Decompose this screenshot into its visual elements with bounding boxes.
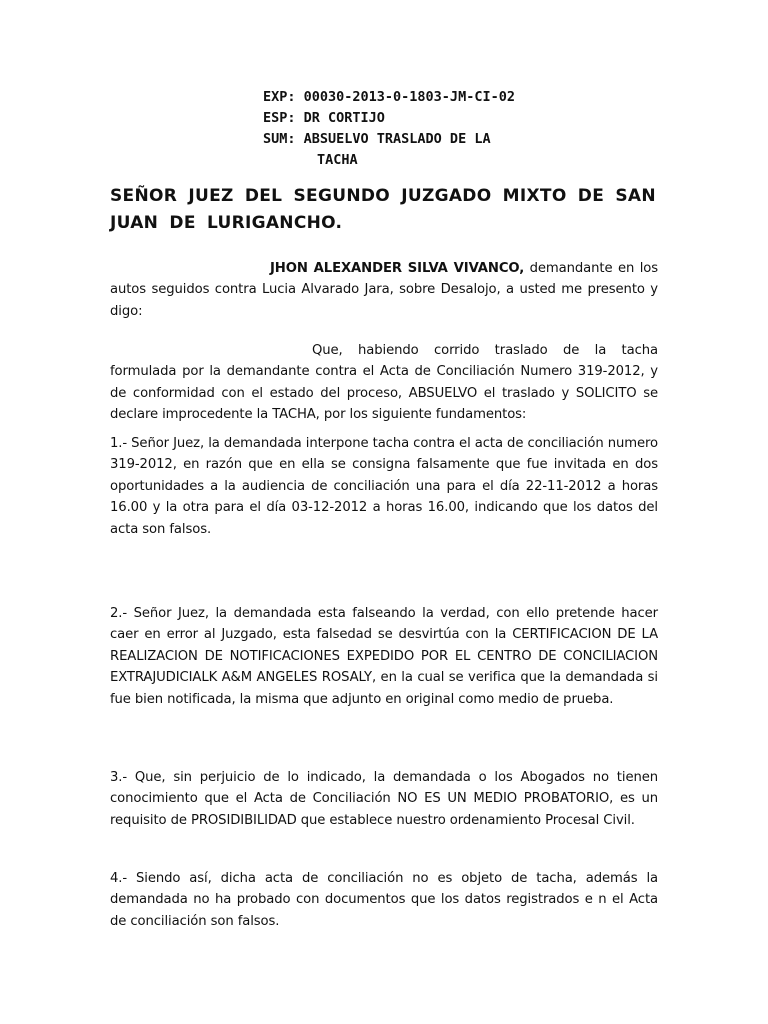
argument-item-3: 3.- Que, sin perjuicio de lo indicado, la demandada o los Abogados no tienen conocimiento que el Acta de Conciliación NO ES UN MEDIO PROBATORIO, es un requisito de PROSIDIBILIDAD que establece nuestro ordenamiento Procesal Civil. — [110, 770, 658, 828]
intro-paragraph — [110, 258, 658, 322]
plaintiff-name: JHON ALEXANDER SILVA VIVANCO, — [270, 261, 525, 276]
case-summary-line-1: SUM: ABSUELVO TRASLADO DE LA — [263, 131, 491, 147]
argument-item-1: 1.- Señor Juez, la demandada interpone tacha contra el acta de conciliación numero 319-2012, en razón que en ella se consigna falsamente que fue invitada en dos oportunidades a la audiencia de conciliación una para el día 22-11-2012 a horas 16.00 y la otra para el día 03-12-2012 a horas 16.00, indicando que los datos del acta son falsos. — [110, 436, 658, 537]
addressee-heading: SEÑOR JUEZ DEL SEGUNDO JUZGADO MIXTO DE SAN JUAN DE LURIGANCHO. — [110, 186, 656, 233]
response-paragraph — [110, 340, 658, 426]
case-specialist: ESP: DR CORTIJO — [263, 110, 385, 126]
response-text: Que, habiendo corrido traslado de la tacha formulada por la demandante contra el Acta de Conciliación Numero 319-2012, y de conformidad con el estado del proceso, ABSUELVO el traslado y SOLICITO se declare improcedente la TACHA, por los siguiente fundamentos: — [110, 343, 658, 423]
argument-item-2: 2.- Señor Juez, la demandada esta falseando la verdad, con ello pretende hacer caer en error al Juzgado, esta falsedad se desvirtúa con la CERTIFICACION DE LA REALIZACION DE NOTIFICACIONES EXPEDIDO POR EL CENTRO DE CONCILIACION EXTRAJUDICIALK A&M ANGELES ROSALY, en la cual se verifica que la demandada si fue bien notificada, la misma que adjunto en original como medio de prueba. — [110, 606, 658, 707]
argument-item-4: 4.- Siendo así, dicha acta de conciliación no es objeto de tacha, además la demandada no ha probado con documentos que los datos registrados e n el Acta de conciliación son falsos. — [110, 871, 658, 929]
intro-text: demandante en los autos seguidos contra Lucia Alvarado Jara, sobre Desalojo, a usted me presento y digo: — [110, 261, 659, 319]
case-file-number: EXP: 00030-2013-0-1803-JM-CI-02 — [263, 89, 515, 105]
case-summary-line-2: TACHA — [317, 152, 358, 168]
case-header — [263, 87, 573, 171]
